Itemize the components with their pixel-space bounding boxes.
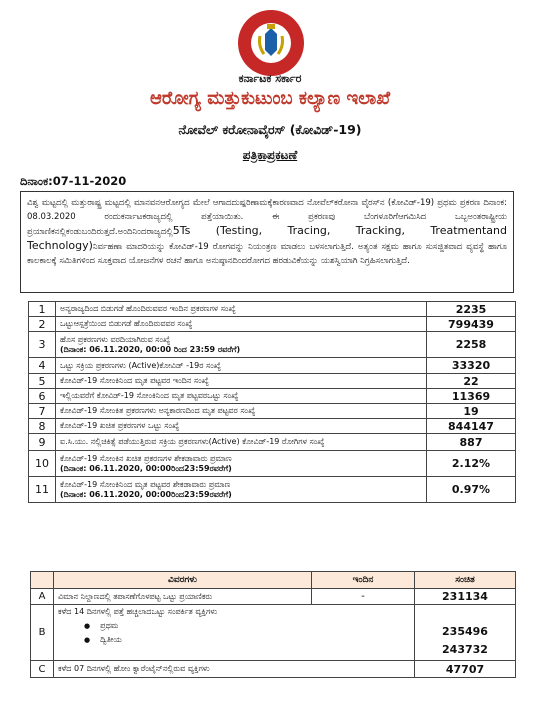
stats-row-label-cell bbox=[56, 332, 427, 358]
row-label-cell bbox=[54, 605, 415, 661]
stats-row-label-cell bbox=[56, 358, 427, 374]
contacts-totals-cell bbox=[415, 605, 516, 661]
row-today-value: - bbox=[312, 589, 415, 605]
stats-row bbox=[29, 477, 516, 503]
release-date: ದಿನಾಂಕ:07-11-2020 bbox=[20, 174, 127, 188]
details-row-c bbox=[31, 661, 516, 678]
stats-row-value: 2235 bbox=[427, 302, 516, 317]
row-total-value: 231134 bbox=[415, 589, 516, 605]
total-column-header: ಸಂಚಿತ bbox=[415, 572, 516, 589]
stats-row-number: 10 bbox=[29, 451, 56, 477]
row-id: A bbox=[31, 589, 54, 605]
stats-row bbox=[29, 404, 516, 419]
stats-row-date-range: (ದಿನಾಂಕ: 06.11.2020, 00:00 ರಿಂದ 23:59 ರವರೆಗೆ) bbox=[60, 344, 241, 354]
stats-row-value: 844147 bbox=[427, 419, 516, 434]
row-label: ಕಳೆದ 14 ದಿನಗಳಲ್ಲಿ ಪತ್ತೆ ಹಚ್ಚಲಾದಒಟ್ಟು ಸಂಪರ್ಕಿತ ವ್ಯಕ್ತಿಗಳು bbox=[58, 607, 218, 616]
subject-line: ನೋವೆಲ್ ಕರೋನಾವೈರಸ್ (ಕೋವಿಡ್-19) bbox=[178, 122, 362, 137]
stats-row-label: ಕೋವಿಡ್-19 ಸೋಂಕಿತ ಪ್ರಕರಣಗಳು ಅನ್ಯಕಾರಣದಿಂದ ಮೃತ ಪಟ್ಟವರ ಸಂಖ್ಯೆ bbox=[60, 406, 256, 415]
press-release-heading: ಪತ್ರಿಕಾಪ್ರಕಟಣೆ bbox=[242, 148, 298, 162]
covid-stats-table bbox=[28, 301, 516, 503]
stats-row bbox=[29, 358, 516, 374]
stats-row bbox=[29, 434, 516, 451]
stats-row-number: 6 bbox=[29, 389, 56, 404]
stats-row-value: 887 bbox=[427, 434, 516, 451]
stats-row-date-range: (ದಿನಾಂಕ: 06.11.2020, 00:00ರಿಂದ23:59ರವರೆಗೆ) bbox=[60, 463, 232, 473]
intro-text-part-1: ವಿಶ್ವ ಮಟ್ಟದಲ್ಲಿ ಮತ್ತುರಾಷ್ಟ್ರ ಮಟ್ಟದಲ್ಲಿ ಮಾನವನಆರೋಗ್ಯದ ಮೇಲೆ ಆಗಾದದುಷ್ಪರಿಣಾಮಕ್ಕೆಕಾರಣವಾದ ನೋವೆಲ್‌ಕರೋನಾ ವೈರಸ್‌ನ (ಕೋವಿಡ್-19) ಪ್ರಥಮ ಪ್ರಕರಣ ದಿನಾಂಕ: 08.03.2020 ರಂದುಕರ್ನಾಟಕರಾಜ್ಯದಲ್ಲಿ ಪತ್ತೆಯಾಯಿತು. ಈ ಪ್ರಕರಣವು ಬೆಂಗಳೂರಿಗೆಆಗಮಿಸಿದ ಒಬ್ಬಅಂತರಾಷ್ಟ್ರೀಯ ಪ್ರಯಾಣಿಕನಲ್ಲಿಕಂಡುಬಂದಿರುತ್ತದೆ.ಅಂದಿನಿಂದರಾಜ್ಯದಲ್ಲಿ bbox=[27, 198, 507, 237]
stats-row bbox=[29, 374, 516, 389]
stats-row-label: ಇಲ್ಲಿಯವರೆಗೆ ಕೋವಿಡ್-19 ಸೋಂಕಿನಿಂದ ಮೃತ ಪಟ್ಟವರಒಟ್ಟು ಸಂಖ್ಯೆ bbox=[60, 391, 239, 400]
government-name: ಕರ್ನಾಟಕ ಸರ್ಕಾರ bbox=[238, 72, 302, 85]
details-row-b bbox=[31, 605, 516, 661]
row-id: C bbox=[31, 661, 54, 678]
department-title: ಆರೋಗ್ಯ ಮತ್ತುಕುಟುಂಬ ಕಲ್ಯಾಣ ಇಲಾಖೆ bbox=[149, 88, 391, 109]
intro-paragraph bbox=[20, 191, 514, 293]
stats-row bbox=[29, 302, 516, 317]
stats-row-number: 3 bbox=[29, 332, 56, 358]
stats-row bbox=[29, 451, 516, 477]
stats-row-label-cell bbox=[56, 419, 427, 434]
stats-row-value: 0.97% bbox=[427, 477, 516, 503]
stats-row-label: ಕೋವಿಡ್-19 ಸೋಂಕಿನಿಂದ ಮೃತ ಪಟ್ಟವರ ಶೇಕಡಾವಾರು ಪ್ರಮಾಣ bbox=[60, 479, 231, 489]
secondary-contacts-label: ● ದ್ವಿತೀಯ bbox=[58, 635, 410, 645]
stats-row-label-cell bbox=[56, 451, 427, 477]
stats-row-label-cell bbox=[56, 434, 427, 451]
stats-row-label: ಕೋವಿಡ್-19 ಸೋಂಕಿನ ಖಚಿತ ಪ್ರಕರಣಗಳ ಶೇಕಡಾವಾರು ಪ್ರಮಾಣ bbox=[60, 453, 232, 463]
intro-text-5ts: 5Ts (Testing, Tracing, Tracking, Treatmentand Technology) bbox=[27, 224, 507, 252]
primary-contacts-total: 235496 bbox=[442, 625, 488, 638]
details-row-a bbox=[31, 589, 516, 605]
stats-row-value: 799439 bbox=[427, 317, 516, 332]
row-id: B bbox=[31, 605, 54, 661]
secondary-contacts-total: 243732 bbox=[442, 643, 488, 656]
stats-row-label: ಕೋವಿಡ್-19 ಸೋಂಕಿನಿಂದ ಮೃತ ಪಟ್ಟವರ ಇಂದಿನ ಸಂಖ್ಯೆ bbox=[60, 376, 209, 385]
stats-row-value: 22 bbox=[427, 374, 516, 389]
stats-row-number: 5 bbox=[29, 374, 56, 389]
stats-row-number: 8 bbox=[29, 419, 56, 434]
stats-row-label: ಕೋವಿಡ್-19 ಖಚಿತ ಪ್ರಕರಣಗಳ ಒಟ್ಟು ಸಂಖ್ಯೆ bbox=[60, 421, 180, 430]
stats-row-label: ಹೊಸ ಪ್ರಕರಣಗಳು ವರದಿಯಾಗಿರುವ ಸಂಖ್ಯೆ bbox=[60, 334, 171, 344]
intro-text-part-2: ನಿರ್ವಹಣಾ ಮಾದರಿಯನ್ನು ಕೋವಿಡ್-19 ರೋಗವನ್ನು ನಿಯಂತ್ರಣ ಮಾಡಲು ಬಳಸಲಾಗುತ್ತಿದೆ. ಅತ್ಯಂತ ಸಕ್ಷಮ ಹಾಗೂ ಸುಸಜ್ಜಿತವಾದ ವ್ಯವಸ್ಥೆ ಹಾಗೂ ಕಾಲಕಾಲಕ್ಕೆ ಸಮಿತಿಗಳಿಂದ ಸೂಕ್ತವಾದ ಯೋಜನೆಗಳ ರಚನೆ ಹಾಗೂ ಅನುಷ್ಠಾನದಿಂದರೋಗದ ಹರಡುವಿಕೆಯನ್ನು ಯಶಸ್ವಿಯಾಗಿ ನಿಗ್ರಹಿಸಲಾಗುತ್ತಿದೆ. bbox=[27, 242, 507, 266]
row-total-value: 47707 bbox=[415, 661, 516, 678]
details-table bbox=[30, 571, 516, 678]
government-emblem-icon bbox=[236, 8, 306, 78]
stats-row bbox=[29, 419, 516, 434]
stats-row-label-cell bbox=[56, 317, 427, 332]
stats-row-label-cell bbox=[56, 302, 427, 317]
details-column-header: ವಿವರಗಳು bbox=[54, 572, 312, 589]
primary-contacts-label: ● ಪ್ರಥಮ bbox=[58, 621, 410, 631]
details-header-row bbox=[31, 572, 516, 589]
stats-row-label: ಒಟ್ಟುಆಸ್ಪತ್ರೆಯಿಂದ ಬಿಡುಗಡೆ ಹೊಂದಿರುವವರ ಸಂಖ್ಯೆ bbox=[60, 319, 193, 328]
stats-row-number: 11 bbox=[29, 477, 56, 503]
stats-row-label-cell bbox=[56, 477, 427, 503]
stats-row bbox=[29, 389, 516, 404]
stats-row-label-cell bbox=[56, 404, 427, 419]
stats-row bbox=[29, 317, 516, 332]
stats-row-value: 11369 bbox=[427, 389, 516, 404]
stats-row-value: 33320 bbox=[427, 358, 516, 374]
stats-row-value: 2258 bbox=[427, 332, 516, 358]
stats-row-date-range: (ದಿನಾಂಕ: 06.11.2020, 00:00ರಿಂದ23:59ರವರೆಗೆ) bbox=[60, 489, 232, 499]
stats-row-label-cell bbox=[56, 389, 427, 404]
stats-row-number: 9 bbox=[29, 434, 56, 451]
stats-row-number: 1 bbox=[29, 302, 56, 317]
stats-row-value: 19 bbox=[427, 404, 516, 419]
stats-row-number: 7 bbox=[29, 404, 56, 419]
stats-row-number: 2 bbox=[29, 317, 56, 332]
stats-row-value: 2.12% bbox=[427, 451, 516, 477]
stats-row-label: ಒಟ್ಟು ಸಕ್ರಿಯ ಪ್ರಕರಣಗಳು (Active)ಕೋವಿಡ್ -19ರ ಸಂಖ್ಯೆ bbox=[60, 360, 222, 370]
stats-row-number: 4 bbox=[29, 358, 56, 374]
stats-row-label: ಐ.ಸಿ.ಯು. ನಲ್ಲಿಚಿಕಿತ್ಸೆ ಪಡೆಯುತ್ತಿರುವ ಸಕ್ರಿಯ ಪ್ರಕರಣಗಳು(Active) ಕೋವಿಡ್-19 ರೋಗಿಗಳ ಸಂಖ್ಯೆ bbox=[60, 437, 325, 446]
today-column-header: ಇಂದಿನ bbox=[312, 572, 415, 589]
row-label: ವಿಮಾನ ನಿಲ್ದಾಣದಲ್ಲಿ ತಪಾಸಣೆಗೊಳಪಟ್ಟ ಒಟ್ಟು ಪ್ರಯಾಣಿಕರು bbox=[54, 589, 312, 605]
row-label: ಕಳೆದ 07 ದಿನಗಳಲ್ಲಿ ಹೋಂ ಕ್ವಾರೆಂಟೈನ್‌ನಲ್ಲಿರುವ ವ್ಯಕ್ತಿಗಳು bbox=[54, 661, 415, 678]
stats-row-label-cell bbox=[56, 374, 427, 389]
stats-row-label: ಅನ್ಯರಾಜ್ಯದಿಂದ ಬಿಡುಗಡೆ ಹೊಂದಿರುವವರ ಇಂದಿನ ಪ್ರಕರಣಗಳ ಸಂಖ್ಯೆ bbox=[60, 304, 236, 313]
stats-row bbox=[29, 332, 516, 358]
